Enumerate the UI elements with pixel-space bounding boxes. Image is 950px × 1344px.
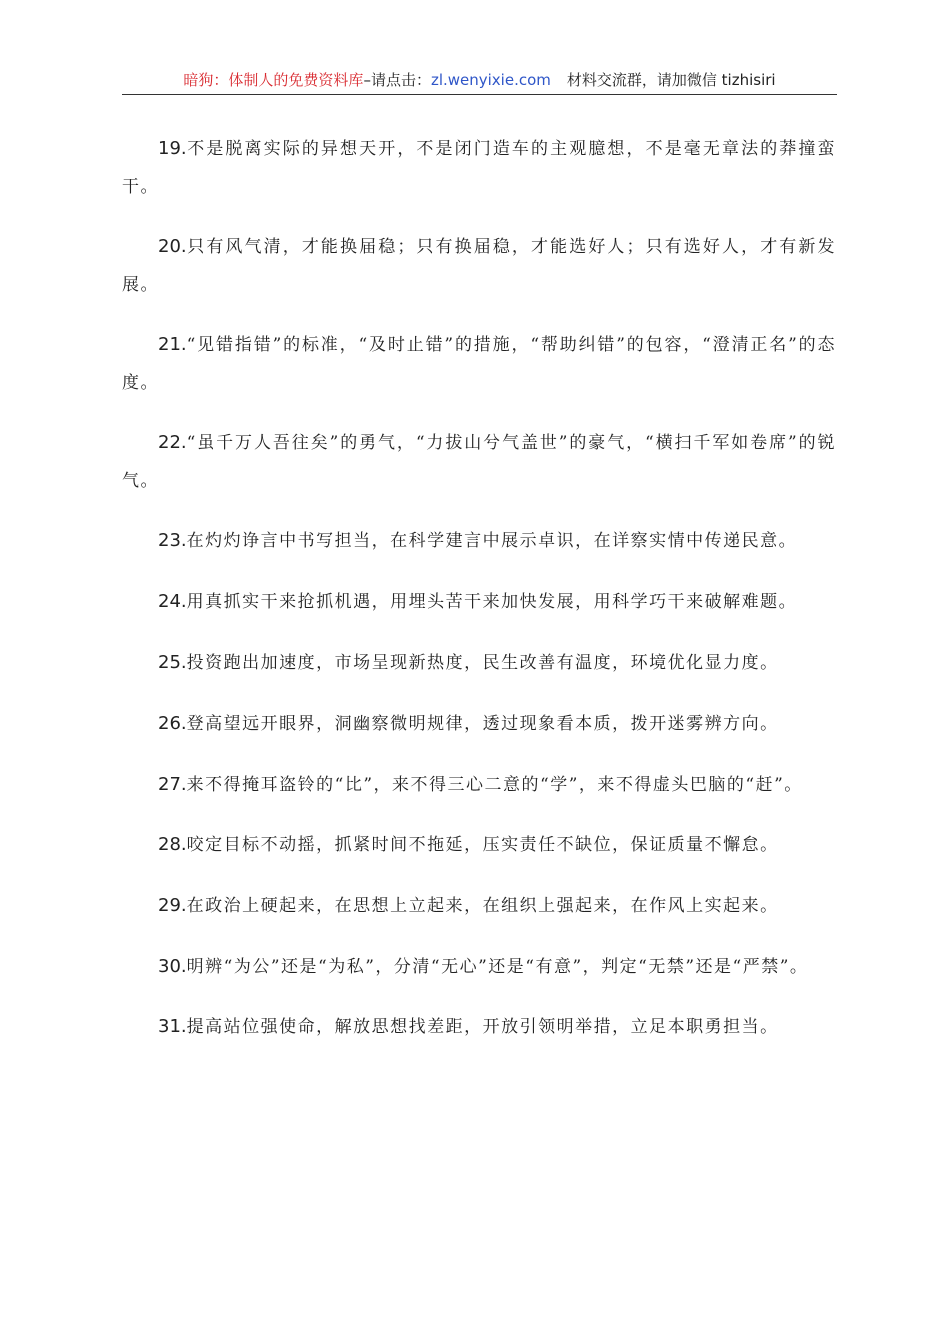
list-item-24 [122, 583, 836, 621]
item-text: 用真抓实干来抢抓机遇，用埋头苦干来加快发展，用科学巧干来破解难题。 [186, 592, 798, 612]
item-number: 23. [158, 530, 187, 551]
item-text: “见错指错”的标准，“及时止错”的措施，“帮助纠错”的包容，“澄清正名”的态度。 [122, 335, 836, 393]
item-number: 30. [158, 956, 187, 977]
list-item-26 [122, 705, 836, 743]
item-text: 只有风气清，才能换届稳；只有换届稳，才能选好人；只有选好人，才有新发展。 [122, 237, 836, 295]
list-item-19 [122, 130, 836, 206]
item-number: 27. [158, 774, 187, 795]
item-text: 不是脱离实际的异想天开，不是闭门造车的主观臆想，不是毫无章法的莽撞蛮干。 [122, 139, 836, 197]
list-item-28 [122, 826, 836, 864]
header-prompt: –请点击： [363, 71, 431, 89]
item-text: 投资跑出加速度，市场呈现新热度，民生改善有温度，环境优化显力度。 [186, 653, 779, 673]
list-item-27 [122, 766, 836, 804]
item-text: 提高站位强使命，解放思想找差距，开放引领明举措，立足本职勇担当。 [186, 1017, 779, 1037]
item-number: 20. [158, 236, 187, 257]
item-text: 明辨“为公”还是“为私”，分清“无心”还是“有意”，判定“无禁”还是“严禁”。 [186, 957, 809, 977]
list-item-25 [122, 644, 836, 682]
list-item-22 [122, 424, 836, 500]
item-text: 咬定目标不动摇，抓紧时间不拖延，压实责任不缺位，保证质量不懈怠。 [186, 835, 779, 855]
item-number: 26. [158, 713, 187, 734]
list-item-21 [122, 326, 836, 402]
item-number: 25. [158, 652, 187, 673]
item-number: 19. [158, 138, 187, 159]
item-number: 21. [158, 334, 187, 355]
list-item-29 [122, 887, 836, 925]
item-text: 在政治上硬起来，在思想上立起来，在组织上强起来，在作风上实起来。 [186, 896, 779, 916]
item-text: 登高望远开眼界，洞幽察微明规律，透过现象看本质，拨开迷雾辨方向。 [186, 714, 779, 734]
item-number: 31. [158, 1016, 187, 1037]
document-body [122, 130, 836, 1069]
item-number: 28. [158, 834, 187, 855]
header-link[interactable]: zl.wenyixie.com [430, 71, 551, 89]
item-number: 24. [158, 591, 187, 612]
item-number: 22. [158, 432, 187, 453]
header-brand: 暗狗：体制人的免费资料库 [183, 71, 364, 89]
list-item-30 [122, 948, 836, 986]
item-text: 来不得掩耳盗铃的“比”，来不得三心二意的“学”，来不得虚头巴脑的“赶”。 [186, 775, 803, 795]
list-item-20 [122, 228, 836, 304]
header-contact: 材料交流群，请加微信 tizhisiri [566, 71, 776, 89]
list-item-31 [122, 1008, 836, 1046]
list-item-23 [122, 522, 836, 560]
item-text: 在灼灼诤言中书写担当，在科学建言中展示卓识，在详察实情中传递民意。 [186, 531, 798, 551]
item-number: 29. [158, 895, 187, 916]
item-text: “虽千万人吾往矣”的勇气，“力拔山兮气盖世”的豪气，“横扫千军如卷席”的锐气。 [122, 433, 836, 491]
page-header [122, 70, 837, 95]
